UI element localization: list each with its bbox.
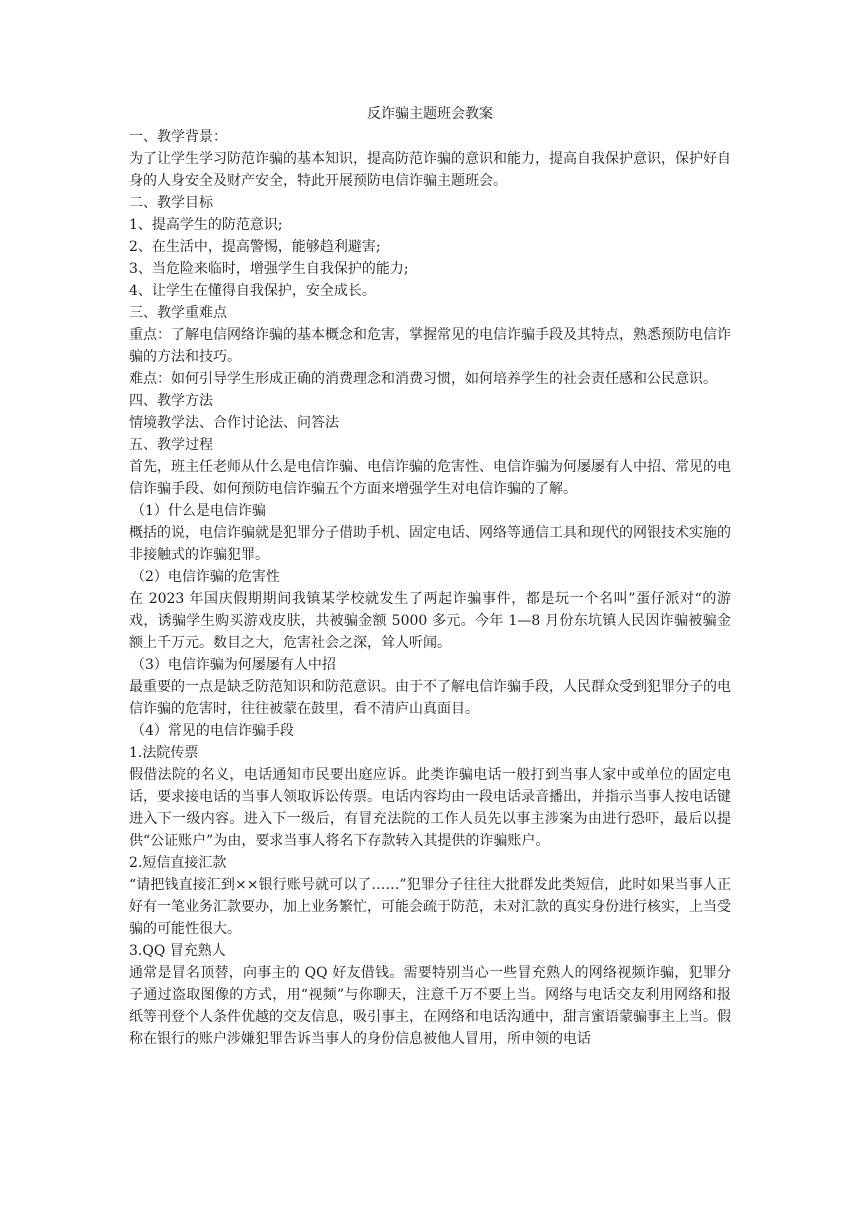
document-title: 反诈骗主题班会教案	[367, 106, 493, 122]
methods-text: 情境教学法、合作讨论法、问答法	[129, 415, 339, 431]
harm-paragraph: 在 2023 年国庆假期期间我镇某学校就发生了两起诈骗事件，都是玩一个名叫”蛋仔派对“的游戏，诱骗学生购买游戏皮肤，共被骗金额 5000 多元。今年 1—8 月份东坑镇人民因诈骗被骗金额上千万元。数目之大，危害社会之深，耸人听闻。	[129, 591, 731, 651]
goal-item: 4、让学生在懂得自我保护，安全成长。	[129, 283, 376, 299]
subheading-why-victims: （3）电信诈骗为何屡屡有人中招	[131, 657, 336, 673]
why-victims-paragraph: 最重要的一点是缺乏防范知识和防范意识。由于不了解电信诈骗手段，人民群众受到犯罪分子的电信诈骗的危害时，往往被蒙在鼓里，看不清庐山真面目。	[129, 679, 731, 717]
section-heading-methods: 四、教学方法	[129, 393, 213, 409]
process-intro-paragraph: 首先，班主任老师从什么是电信诈骗、电信诈骗的危害性、电信诈骗为何屡屡有人中招、常见的电信诈骗手段、如何预防电信诈骗五个方面来增强学生对电信诈骗的了解。	[129, 459, 731, 497]
background-paragraph: 为了让学生学习防范诈骗的基本知识，提高防范诈骗的意识和能力，提高自我保护意识，保护好自身的人身安全及财产安全，特此开展预防电信诈骗主题班会。	[129, 151, 731, 189]
what-is-fraud-paragraph: 概括的说，电信诈骗就是犯罪分子借助手机、固定电话、网络等通信工具和现代的网银技术实施的非接触式的诈骗犯罪。	[129, 525, 731, 563]
document-page	[129, 104, 731, 1050]
section-heading-key-points: 三、教学重难点	[129, 305, 227, 321]
subheading-harm: （2）电信诈骗的危害性	[131, 569, 280, 585]
key-point-paragraph: 重点：了解电信网络诈骗的基本概念和危害，掌握常见的电信诈骗手段及其特点，熟悉预防电信诈骗的方法和技巧。	[129, 327, 731, 365]
method-heading-qq-impersonation: 3.QQ 冒充熟人	[129, 943, 226, 959]
section-heading-process: 五、教学过程	[129, 437, 213, 453]
qq-impersonation-paragraph: 通常是冒名顶替，向事主的 QQ 好友借钱。需要特别当心一些冒充熟人的网络视频诈骗，犯罪分子通过盗取图像的方式，用“视频”与你聊天，注意千万不要上当。网络与电话交友利用网络和报纸等刊登个人条件优越的交友信息，吸引事主，在网络和电话沟通中，甜言蜜语蒙骗事主上当。假称在银行的账户涉嫌犯罪告诉当事人的身份信息被他人冒用，所申领的电话	[129, 965, 731, 1047]
sms-transfer-paragraph: “请把钱直接汇到××银行账号就可以了……”犯罪分子往往大批群发此类短信，此时如果当事人正好有一笔业务汇款要办，加上业务繁忙，可能会疏于防范，未对汇款的真实身份进行核实，上当受骗的可能性很大。	[129, 877, 731, 937]
method-heading-court-summons: 1.法院传票	[129, 745, 199, 761]
court-summons-paragraph: 假借法院的名义，电话通知市民要出庭应诉。此类诈骗电话一般打到当事人家中或单位的固定电话，要求接电话的当事人领取诉讼传票。电话内容均由一段电话录音播出，并指示当事人按电话键进入下一级内容。进入下一级后，有冒充法院的工作人员先以事主涉案为由进行恐吓，最后以提供“公证账户”为由，要求当事人将名下存款转入其提供的诈骗账户。	[129, 767, 731, 849]
difficult-point-paragraph: 难点：如何引导学生形成正确的消费理念和消费习惯，如何培养学生的社会责任感和公民意识。	[129, 371, 717, 387]
goal-item: 3、当危险来临时，增强学生自我保护的能力;	[129, 261, 409, 277]
section-heading-goals: 二、教学目标	[129, 195, 213, 211]
subheading-what-is-fraud: （1）什么是电信诈骗	[131, 503, 266, 519]
method-heading-sms-transfer: 2.短信直接汇款	[129, 855, 227, 871]
goal-item: 1、提高学生的防范意识;	[129, 217, 283, 233]
goal-item: 2、在生活中，提高警惕，能够趋利避害;	[129, 239, 381, 255]
section-heading-background: 一、教学背景：	[129, 129, 227, 145]
subheading-common-methods: （4）常见的电信诈骗手段	[131, 723, 294, 739]
